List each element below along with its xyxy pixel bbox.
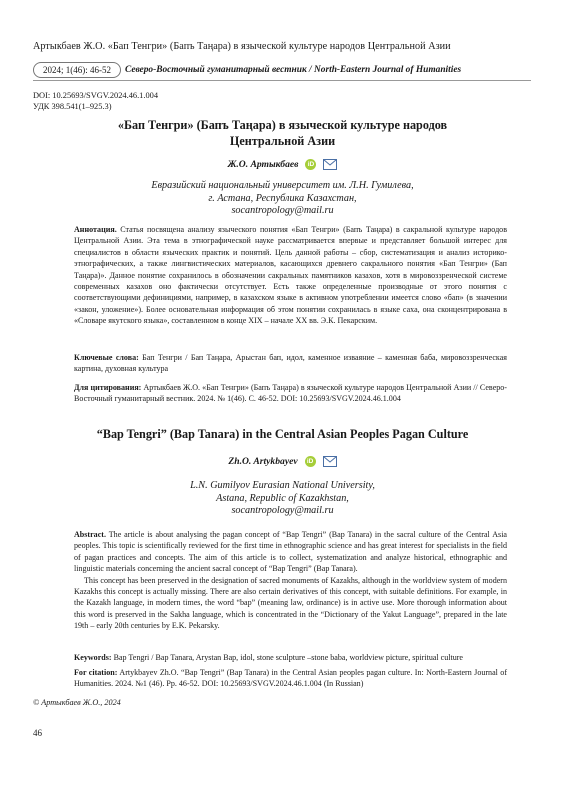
affiliation-ru-line1: Евразийский национальный университет им. Л.Н. Гумилева, [151, 180, 414, 191]
affiliation-ru [0, 180, 565, 218]
keywords-en-text: Bap Tengri / Bap Tanara, Arystan Bap, idol, stone sculpture –stone baba, worldview picture, spiritual culture [113, 653, 464, 662]
abstract-en [74, 529, 507, 632]
citation-ru-text: Артыкбаев Ж.О. «Бап Тенгри» (Бапъ Таңара) в языческой культуре народов Центральной Азии // Северо-Восточный гуманитарный вестник. 2024. № 1(46). С. 46-52. DOI: 10.25693/SVGV.2024.46.1.004 [74, 383, 507, 404]
journal-bar [33, 62, 521, 78]
running-title: Артыкбаев Ж.О. «Бап Тенгри» (Бапъ Таңара) в языческой культуре народов Центральной Азии [33, 41, 451, 52]
citation-en-label: For citation: [74, 668, 118, 677]
abstract-en-text: The article is about analysing the pagan concept of “Bap Tengri” (Bap Tanara) in the sacral culture of the Central Asia peoples. This topic is scientifically reviewed for the first time in ethnographic science and has great interest for specialists in the field of pagan practices and concepts. The aim of this article is to collect, systematization and analyze historical, ethnographic and linguistic materials concerning the ancient sacral concept of “Bap Tengri” (Bap Tanara). [74, 530, 507, 574]
citation-ru [74, 382, 507, 405]
keywords-ru [74, 352, 507, 375]
abstract-ru [74, 224, 507, 327]
title-ru [60, 117, 505, 149]
author-line-en [0, 456, 565, 467]
author-line-ru [0, 159, 565, 170]
title-en: “Bap Tengri” (Bap Tanara) in the Central Asian Peoples Pagan Culture [96, 427, 469, 441]
abstract-en-label: Abstract. [74, 530, 106, 539]
citation-en [74, 667, 507, 690]
abstract-ru-label: Аннотация. [74, 225, 117, 234]
page-number: 46 [33, 728, 42, 738]
copyright: © Артыкбаев Ж.О., 2024 [33, 698, 121, 707]
author-name-ru: Ж.О. Артыкбаев [227, 159, 299, 170]
orcid-icon[interactable]: iD [305, 456, 316, 467]
author-name-en: Zh.O. Artykbayev [228, 456, 298, 467]
abstract-en-para2: This concept has been preserved in the designation of sacred monuments of Kazakhs, although in the worldview system of modern Kazakhs this concept is actually missing. There are also certain derivatives of this concept, with suitable definitions. For example, in the Kazakh language, in modern times, the word “bap” (meaning law, ordinance) is in active use. More thorough information about this word is preserved in the Sakha language, which is concentrated in the “Dictionary of the Yakut Language”, prepared in the late 19th – early 20th centuries by E.K. Pekarsky. [74, 575, 507, 631]
orcid-icon[interactable]: iD [305, 159, 316, 170]
abstract-ru-text: Статья посвящена анализу языческого понятия «Бап Тенгри» (Бапъ Таңара) в сакральной культуре народов Центральной Азии. Эта тема в этнографической науке рассматривается впервые и представляет большой интерес для специалистов в области языческих практик и понятий. Цель данной работы – сбор, систематизация и анализ историко-этнографических, а также лингвистических материалов, касающихся древнего сакрального понятия «Бап Тенгри» (Бап Таңара)». Данное понятие сохранилось в обозначении сакральных памятников казахов, хотя в мировоззренческой системе современных казахов оно фактически отсутствует. Есть также определенные производные от этого понятия с соответствующими дефинициями, например, в казахском языке в активном употреблении имеется слово «бап» (в значении «закон, уложение»). Более основательная информация об этом понятии сохранилась в языке саха, она сконцентрирована в «Словаре якутского языка», составленном в конце XIX – начале XX вв. Э.К. Пекарским. [74, 225, 507, 326]
citation-en-text: Artykbayev Zh.O. “Bap Tengri” (Bap Tanara) in the Central Asian peoples pagan culture. In: North-Eastern Journal of Humanities. 2024. №1 (46). Pp. 46-52. DOI: 10.25693/SVGV.2024.46.1.004 (In Russian) [74, 668, 508, 689]
keywords-ru-text: Бап Тенгри / Бап Таңара, Арыстан бап, идол, каменное изваяние – каменная баба, мировоззренческая картина, духовная культура [74, 353, 507, 374]
affiliation-en [0, 480, 565, 518]
keywords-ru-label: Ключевые слова: [74, 353, 139, 362]
issue-badge: 2024; 1(46): 46-52 [33, 62, 121, 78]
journal-name: Северо-Восточный гуманитарный вестник / North-Eastern Journal of Humanities [125, 65, 462, 75]
udk-code: УДК 398.541(1–925.3) [33, 102, 112, 111]
doi-link[interactable]: DOI: 10.25693/SVGV.2024.46.1.004 [33, 91, 159, 100]
email-en[interactable]: socantropology@mail.ru [231, 505, 334, 517]
keywords-en-label: Keywords: [74, 653, 112, 662]
mail-icon[interactable] [323, 456, 337, 467]
identifiers [33, 90, 158, 112]
affiliation-ru-line2: г. Астана, Республика Казахстан, [208, 192, 357, 204]
abstract-en-para1 [74, 529, 507, 575]
keywords-en [74, 652, 507, 663]
mail-icon[interactable] [323, 159, 337, 170]
header-divider [33, 80, 531, 81]
affiliation-en-line2: Astana, Republic of Kazakhstan, [216, 492, 349, 504]
affiliation-en-line1: L.N. Gumilyov Eurasian National University, [190, 480, 375, 491]
title-ru-line1: «Бап Тенгри» (Бапъ Таңара) в языческой культуре народов [117, 118, 448, 132]
email-ru[interactable]: socantropology@mail.ru [231, 205, 334, 217]
citation-ru-label: Для цитирования: [74, 383, 142, 392]
title-ru-line2: Центральной Азии [229, 134, 336, 148]
